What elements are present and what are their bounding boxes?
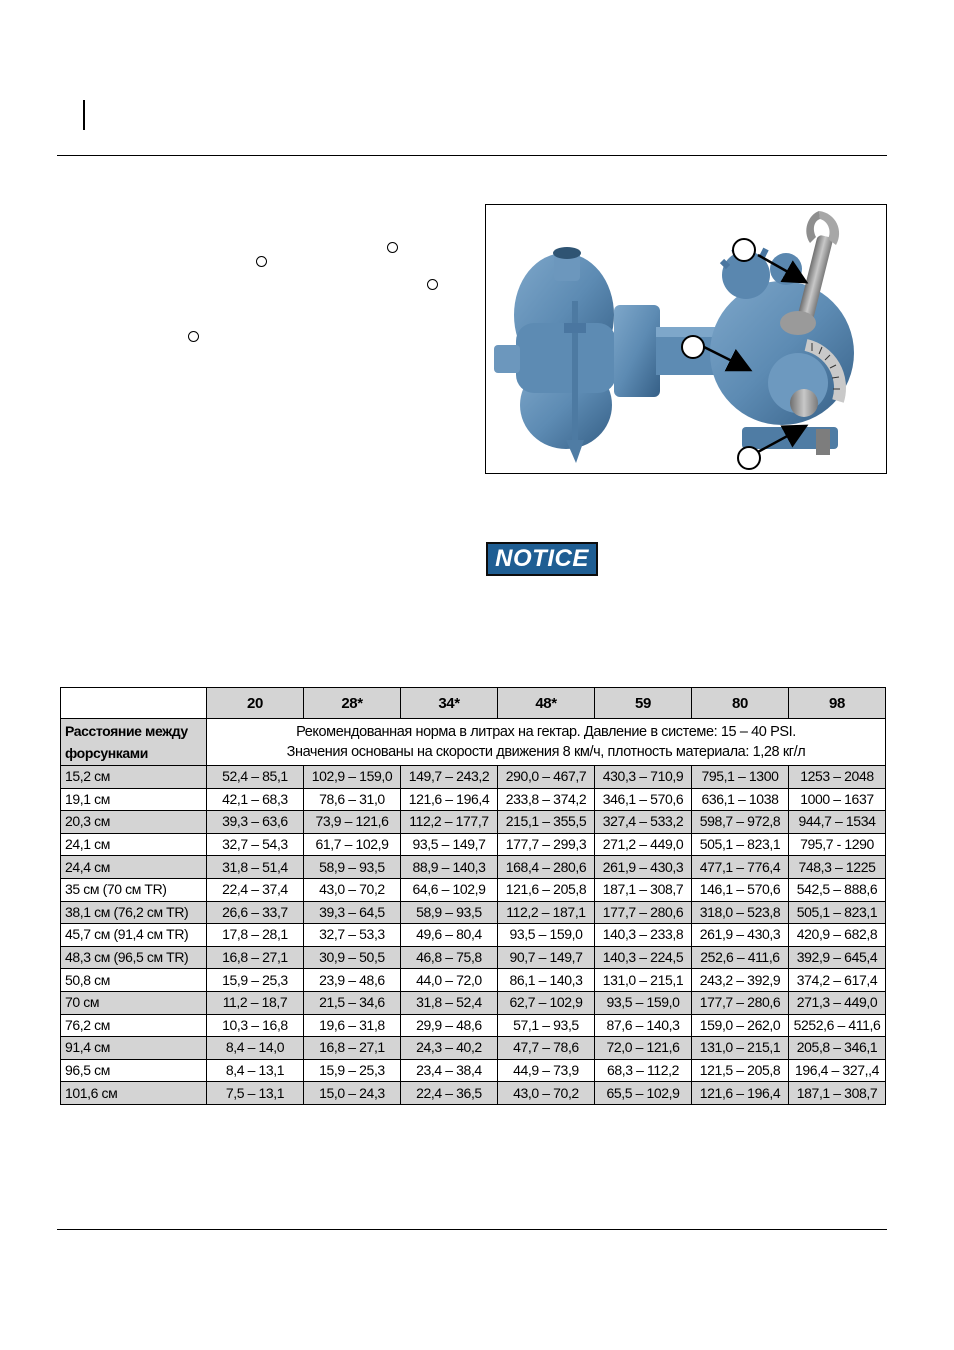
rate-cell: 177,7 – 280,6 bbox=[595, 901, 692, 924]
rate-cell: 44,9 – 73,9 bbox=[498, 1059, 595, 1082]
row-label: 24,4 см bbox=[61, 856, 207, 879]
row-label: 70 см bbox=[61, 991, 207, 1014]
rate-cell: 1253 – 2048 bbox=[789, 766, 886, 789]
table-row bbox=[61, 856, 886, 879]
rate-cell: 271,3 – 449,0 bbox=[789, 991, 886, 1014]
rate-cell: 598,7 – 972,8 bbox=[692, 811, 789, 834]
rate-cell: 57,1 – 93,5 bbox=[498, 1014, 595, 1037]
rate-cell: 146,1 – 570,6 bbox=[692, 878, 789, 901]
table-row bbox=[61, 766, 886, 789]
rate-cell: 121,6 – 196,4 bbox=[692, 1082, 789, 1105]
rate-cell: 177,7 – 299,3 bbox=[498, 833, 595, 856]
rate-cell: 290,0 – 467,7 bbox=[498, 766, 595, 789]
rate-cell: 187,1 – 308,7 bbox=[789, 1082, 886, 1105]
rate-cell: 205,8 – 346,1 bbox=[789, 1037, 886, 1060]
rate-cell: 93,5 – 159,0 bbox=[498, 924, 595, 947]
rate-cell: 102,9 – 159,0 bbox=[304, 766, 401, 789]
rate-cell: 43,0 – 70,2 bbox=[498, 1082, 595, 1105]
text-callout-circle bbox=[427, 279, 438, 290]
rate-cell: 23,9 – 48,6 bbox=[304, 969, 401, 992]
rate-cell: 15,0 – 24,3 bbox=[304, 1082, 401, 1105]
rate-cell: 21,5 – 34,6 bbox=[304, 991, 401, 1014]
rate-cell: 196,4 – 327,,4 bbox=[789, 1059, 886, 1082]
photo-callout-2 bbox=[682, 336, 704, 358]
rate-cell: 430,3 – 710,9 bbox=[595, 766, 692, 789]
table-row bbox=[61, 946, 886, 969]
rate-cell: 11,2 – 18,7 bbox=[207, 991, 304, 1014]
rate-cell: 112,2 – 187,1 bbox=[498, 901, 595, 924]
rate-cell: 42,1 – 68,3 bbox=[207, 788, 304, 811]
rate-cell: 90,7 – 149,7 bbox=[498, 946, 595, 969]
rate-cell: 131,0 – 215,1 bbox=[692, 1037, 789, 1060]
table-row bbox=[61, 788, 886, 811]
rate-cell: 261,9 – 430,3 bbox=[692, 924, 789, 947]
rate-cell: 16,8 – 27,1 bbox=[207, 946, 304, 969]
rate-cell: 26,6 – 33,7 bbox=[207, 901, 304, 924]
rate-cell: 327,4 – 533,2 bbox=[595, 811, 692, 834]
rate-cell: 43,0 – 70,2 bbox=[304, 878, 401, 901]
rate-cell: 29,9 – 48,6 bbox=[401, 1014, 498, 1037]
table-note-line: Рекомендованная норма в литрах на гектар. Давление в системе: 15 – 40 PSI. bbox=[296, 724, 796, 740]
row-label: 35 см (70 см TR) bbox=[61, 878, 207, 901]
row-label: 38,1 см (76,2 см TR) bbox=[61, 901, 207, 924]
table-row bbox=[61, 901, 886, 924]
table-row bbox=[61, 1037, 886, 1060]
rate-cell: 64,6 – 102,9 bbox=[401, 878, 498, 901]
rate-cell: 140,3 – 224,5 bbox=[595, 946, 692, 969]
rate-cell: 1000 – 1637 bbox=[789, 788, 886, 811]
rate-cell: 252,6 – 411,6 bbox=[692, 946, 789, 969]
table-subheader-row bbox=[61, 719, 886, 766]
rate-cell: 392,9 – 645,4 bbox=[789, 946, 886, 969]
rate-cell: 420,9 – 682,8 bbox=[789, 924, 886, 947]
row-label: 15,2 см bbox=[61, 766, 207, 789]
rate-cell: 17,8 – 28,1 bbox=[207, 924, 304, 947]
rate-cell: 505,1 – 823,1 bbox=[692, 833, 789, 856]
rate-cell: 748,3 – 1225 bbox=[789, 856, 886, 879]
rate-cell: 795,7 - 1290 bbox=[789, 833, 886, 856]
column-header: 20 bbox=[207, 688, 304, 719]
text-callout-circle bbox=[387, 242, 398, 253]
table-row bbox=[61, 1082, 886, 1105]
rate-cell: 46,8 – 75,8 bbox=[401, 946, 498, 969]
rate-cell: 346,1 – 570,6 bbox=[595, 788, 692, 811]
photo-callout-1 bbox=[733, 239, 755, 261]
rate-cell: 31,8 – 51,4 bbox=[207, 856, 304, 879]
column-header: 28* bbox=[304, 688, 401, 719]
text-callout-circle bbox=[256, 256, 267, 267]
row-label: 24,1 см bbox=[61, 833, 207, 856]
rate-cell: 112,2 – 177,7 bbox=[401, 811, 498, 834]
rate-cell: 22,4 – 37,4 bbox=[207, 878, 304, 901]
rate-cell: 215,1 – 355,5 bbox=[498, 811, 595, 834]
rate-cell: 44,0 – 72,0 bbox=[401, 969, 498, 992]
rate-cell: 58,9 – 93,5 bbox=[304, 856, 401, 879]
rate-cell: 58,9 – 93,5 bbox=[401, 901, 498, 924]
rate-cell: 30,9 – 50,5 bbox=[304, 946, 401, 969]
pump-illustration bbox=[486, 205, 886, 473]
rate-cell: 374,2 – 617,4 bbox=[789, 969, 886, 992]
rate-cell: 73,9 – 121,6 bbox=[304, 811, 401, 834]
rate-cell: 86,1 – 140,3 bbox=[498, 969, 595, 992]
rate-cell: 61,7 – 102,9 bbox=[304, 833, 401, 856]
table-row bbox=[61, 969, 886, 992]
rate-cell: 16,8 – 27,1 bbox=[304, 1037, 401, 1060]
column-header: 80 bbox=[692, 688, 789, 719]
photo-callout-3 bbox=[738, 447, 760, 469]
row-label: 76,2 см bbox=[61, 1014, 207, 1037]
row-label: 48,3 см (96,5 см TR) bbox=[61, 946, 207, 969]
rate-cell: 271,2 – 449,0 bbox=[595, 833, 692, 856]
rate-cell: 8,4 – 14,0 bbox=[207, 1037, 304, 1060]
column-header: 59 bbox=[595, 688, 692, 719]
table-note bbox=[207, 719, 886, 766]
rate-cell: 187,1 – 308,7 bbox=[595, 878, 692, 901]
rate-cell: 542,5 – 888,6 bbox=[789, 878, 886, 901]
rate-cell: 78,6 – 31,0 bbox=[304, 788, 401, 811]
rate-cell: 261,9 – 430,3 bbox=[595, 856, 692, 879]
rate-cell: 149,7 – 243,2 bbox=[401, 766, 498, 789]
rate-cell: 121,5 – 205,8 bbox=[692, 1059, 789, 1082]
row-label: 20,3 см bbox=[61, 811, 207, 834]
table-corner-cell bbox=[61, 688, 207, 719]
rate-cell: 23,4 – 38,4 bbox=[401, 1059, 498, 1082]
rate-cell: 65,5 – 102,9 bbox=[595, 1082, 692, 1105]
rate-cell: 88,9 – 140,3 bbox=[401, 856, 498, 879]
rate-cell: 39,3 – 63,6 bbox=[207, 811, 304, 834]
rate-cell: 24,3 – 40,2 bbox=[401, 1037, 498, 1060]
rate-cell: 62,7 – 102,9 bbox=[498, 991, 595, 1014]
row-label-header: Расстояние между форсунками bbox=[61, 719, 207, 766]
rate-cell: 131,0 – 215,1 bbox=[595, 969, 692, 992]
column-header: 48* bbox=[498, 688, 595, 719]
notice-badge bbox=[486, 542, 598, 576]
table-row bbox=[61, 878, 886, 901]
text-callout-circle bbox=[188, 331, 199, 342]
rate-cell: 31,8 – 52,4 bbox=[401, 991, 498, 1014]
rate-cell: 52,4 – 85,1 bbox=[207, 766, 304, 789]
table-row bbox=[61, 833, 886, 856]
rate-cell: 47,7 – 78,6 bbox=[498, 1037, 595, 1060]
table-note-line: Значения основаны на скорости движения 8 км/ч, плотность материала: 1,28 кг/л bbox=[286, 744, 806, 760]
rate-cell: 32,7 – 54,3 bbox=[207, 833, 304, 856]
column-header: 34* bbox=[401, 688, 498, 719]
row-label: 96,5 см bbox=[61, 1059, 207, 1082]
rate-cell: 8,4 – 13,1 bbox=[207, 1059, 304, 1082]
rate-cell: 22,4 – 36,5 bbox=[401, 1082, 498, 1105]
table-row bbox=[61, 1014, 886, 1037]
rate-cell: 243,2 – 392,9 bbox=[692, 969, 789, 992]
table-row bbox=[61, 1059, 886, 1082]
rate-cell: 168,4 – 280,6 bbox=[498, 856, 595, 879]
rate-cell: 49,6 – 80,4 bbox=[401, 924, 498, 947]
table-row bbox=[61, 924, 886, 947]
table-row bbox=[61, 811, 886, 834]
pump-photo bbox=[485, 204, 887, 474]
rate-cell: 72,0 – 121,6 bbox=[595, 1037, 692, 1060]
header-rule bbox=[57, 155, 887, 156]
table-header-row bbox=[61, 688, 886, 719]
rate-cell: 944,7 – 1534 bbox=[789, 811, 886, 834]
rate-cell: 93,5 – 159,0 bbox=[595, 991, 692, 1014]
column-header: 98 bbox=[789, 688, 886, 719]
row-label: 45,7 см (91,4 см TR) bbox=[61, 924, 207, 947]
table-row bbox=[61, 991, 886, 1014]
footer-rule bbox=[57, 1229, 887, 1230]
row-label: 50,8 см bbox=[61, 969, 207, 992]
rate-cell: 318,0 – 523,8 bbox=[692, 901, 789, 924]
rate-cell: 477,1 – 776,4 bbox=[692, 856, 789, 879]
rate-cell: 5252,6 – 411,6 bbox=[789, 1014, 886, 1037]
rate-cell: 505,1 – 823,1 bbox=[789, 901, 886, 924]
rate-cell: 15,9 – 25,3 bbox=[304, 1059, 401, 1082]
rate-cell: 68,3 – 112,2 bbox=[595, 1059, 692, 1082]
rate-cell: 177,7 – 280,6 bbox=[692, 991, 789, 1014]
rate-cell: 140,3 – 233,8 bbox=[595, 924, 692, 947]
rate-cell: 15,9 – 25,3 bbox=[207, 969, 304, 992]
application-rate-table bbox=[60, 687, 886, 1105]
rate-cell: 10,3 – 16,8 bbox=[207, 1014, 304, 1037]
row-label: 19,1 см bbox=[61, 788, 207, 811]
rate-cell: 159,0 – 262,0 bbox=[692, 1014, 789, 1037]
rate-cell: 795,1 – 1300 bbox=[692, 766, 789, 789]
rate-cell: 636,1 – 1038 bbox=[692, 788, 789, 811]
notice-label: NOTICE bbox=[495, 545, 589, 572]
rate-cell: 7,5 – 13,1 bbox=[207, 1082, 304, 1105]
rate-cell: 121,6 – 196,4 bbox=[401, 788, 498, 811]
rate-cell: 19,6 – 31,8 bbox=[304, 1014, 401, 1037]
row-label: 91,4 см bbox=[61, 1037, 207, 1060]
rate-cell: 93,5 – 149,7 bbox=[401, 833, 498, 856]
row-label: 101,6 см bbox=[61, 1082, 207, 1105]
rate-cell: 32,7 – 53,3 bbox=[304, 924, 401, 947]
rate-cell: 39,3 – 64,5 bbox=[304, 901, 401, 924]
rate-cell: 121,6 – 205,8 bbox=[498, 878, 595, 901]
header-margin-bar bbox=[83, 100, 85, 130]
rate-cell: 87,6 – 140,3 bbox=[595, 1014, 692, 1037]
rate-cell: 233,8 – 374,2 bbox=[498, 788, 595, 811]
